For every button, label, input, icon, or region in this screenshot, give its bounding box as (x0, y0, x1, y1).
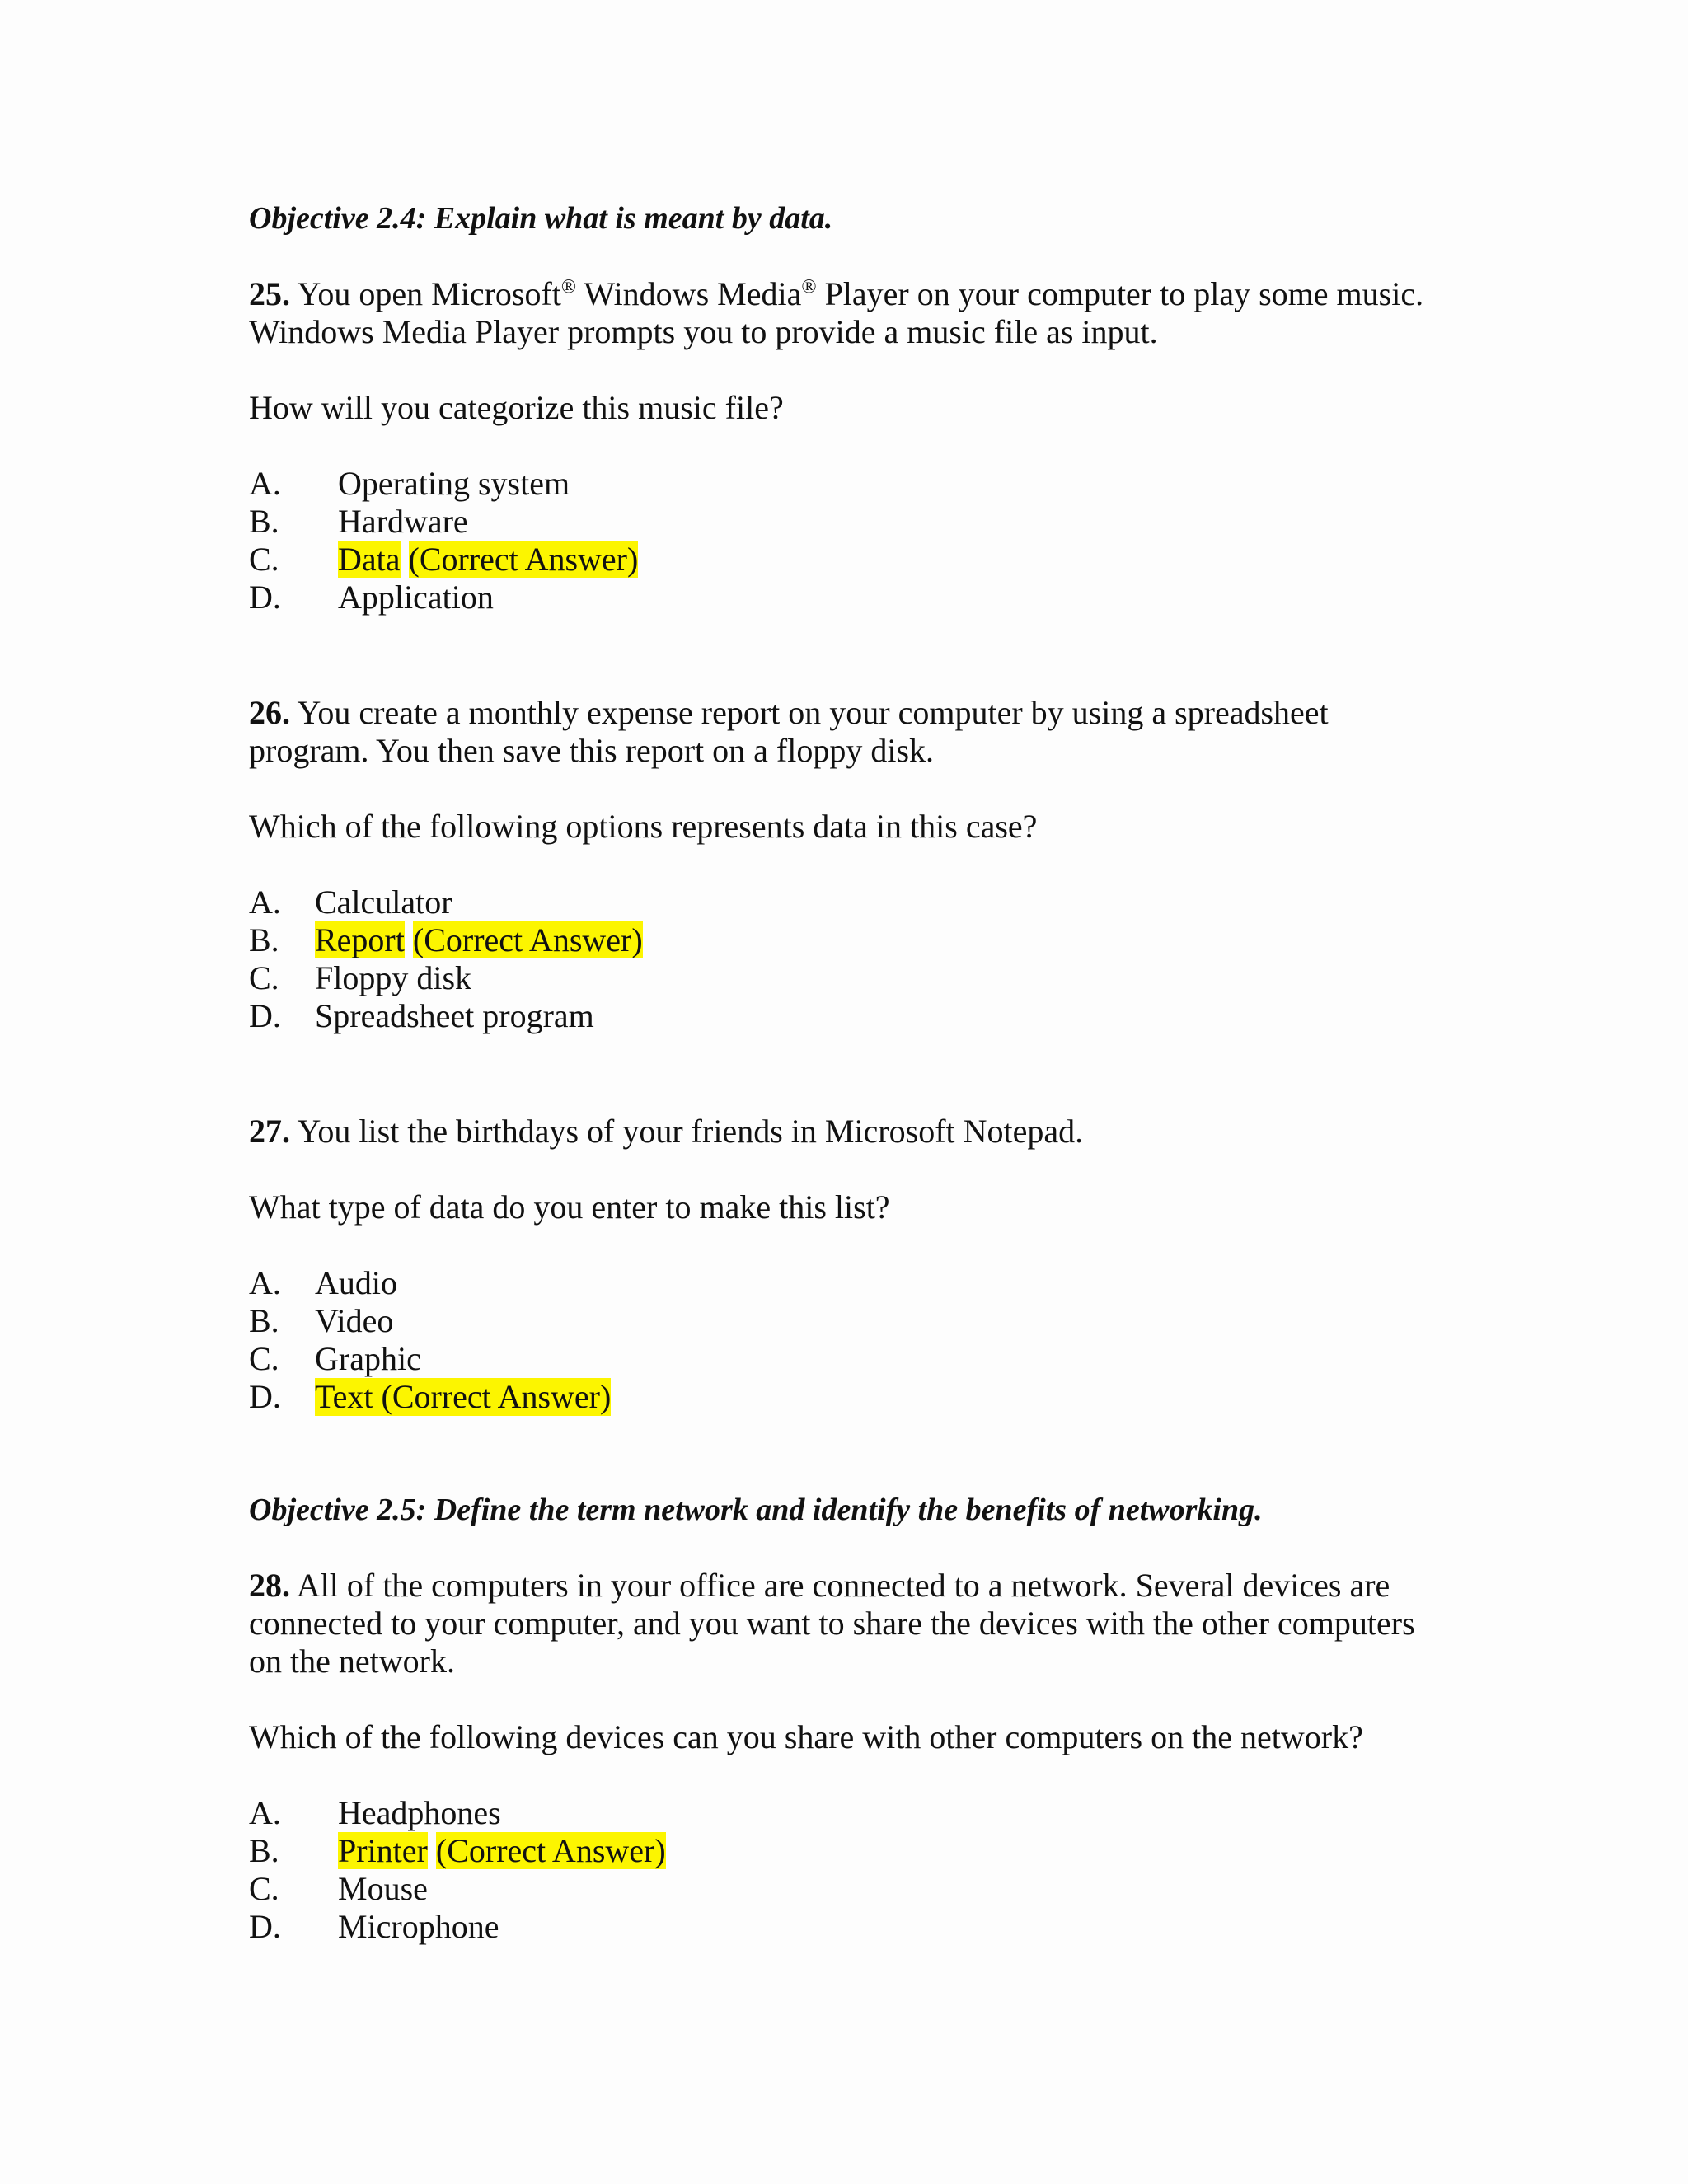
stem-text: You create a monthly expense report on your computer by using a spreadsheet (297, 694, 1329, 731)
options-list (249, 883, 1329, 1035)
highlighted-answer: Report (315, 921, 405, 958)
option-text: Floppy disk (315, 959, 472, 996)
option-letter: A. (249, 465, 281, 502)
option-text: Video (315, 1302, 394, 1339)
option-text (338, 1832, 666, 1870)
answer-option (249, 1302, 1083, 1340)
stem-text: Player on your computer to play some music. (816, 275, 1424, 312)
objective-heading: Objective 2.5: Define the term network and identify the benefits of networking. (249, 1493, 1263, 1527)
option-letter: B. (249, 1832, 279, 1869)
option-letter: A. (249, 883, 281, 921)
option-letter: C. (249, 1870, 279, 1907)
option-text: Operating system (338, 465, 570, 502)
option-letter: A. (249, 1794, 281, 1831)
answer-option (249, 883, 1329, 921)
question-27 (249, 1113, 1083, 1416)
option-letter: C. (249, 541, 279, 578)
question-stem-line (249, 694, 1329, 732)
option-text: Audio (315, 1264, 397, 1301)
registered-mark: ® (801, 276, 817, 298)
option-letter: C. (249, 959, 279, 996)
question-25 (249, 275, 1423, 616)
answer-option-correct (249, 1378, 1083, 1416)
correct-answer-note: (Correct Answer) (412, 921, 643, 958)
option-letter: D. (249, 579, 281, 616)
answer-option (249, 1870, 1415, 1908)
highlighted-answer: Printer (338, 1832, 428, 1869)
answer-option (249, 503, 1423, 541)
answer-option (249, 959, 1329, 997)
option-text: Hardware (338, 503, 468, 540)
options-list (249, 1264, 1083, 1416)
option-text: Application (338, 579, 494, 616)
option-text: Calculator (315, 883, 452, 921)
option-letter: D. (249, 1908, 281, 1945)
answer-option-correct (249, 921, 1329, 959)
option-text (338, 541, 638, 579)
option-text (315, 921, 643, 959)
question-prompt: What type of data do you enter to make this list? (249, 1188, 890, 1226)
question-28 (249, 1567, 1415, 1946)
answer-option (249, 1264, 1083, 1302)
correct-answer-note: (Correct Answer) (408, 541, 639, 578)
option-letter: C. (249, 1340, 279, 1377)
registered-mark: ® (560, 276, 577, 298)
question-prompt: How will you categorize this music file? (249, 389, 784, 426)
answer-option (249, 465, 1423, 503)
question-stem-line (249, 1113, 1083, 1151)
answer-option (249, 1908, 1415, 1946)
stem-text: You open Microsoft (297, 275, 561, 312)
option-letter: B. (249, 921, 279, 958)
question-stem-line: Windows Media Player prompts you to provide a music file as input. (249, 313, 1158, 350)
question-prompt: Which of the following devices can you share with other computers on the network? (249, 1718, 1363, 1755)
option-text: Mouse (338, 1870, 428, 1907)
question-prompt: Which of the following options represents data in this case? (249, 808, 1038, 845)
question-stem-line: connected to your computer, and you want to share the devices with the other computers (249, 1605, 1415, 1642)
question-stem-line (249, 1567, 1415, 1605)
highlighted-answer: Data (338, 541, 401, 578)
option-letter: A. (249, 1264, 281, 1301)
question-number: 28. (249, 1567, 290, 1604)
highlighted-answer: Text (Correct Answer) (315, 1378, 612, 1415)
options-list (249, 465, 1423, 616)
stem-text: All of the computers in your office are connected to a network. Several devices are (296, 1567, 1390, 1604)
question-stem-line: program. You then save this report on a floppy disk. (249, 732, 935, 769)
stem-text: You list the birthdays of your friends in Microsoft Notepad. (297, 1113, 1084, 1150)
answer-option-correct (249, 1832, 1415, 1870)
question-number: 26. (249, 694, 290, 731)
question-number: 27. (249, 1113, 290, 1150)
objective-heading: Objective 2.4: Explain what is meant by data. (249, 201, 833, 236)
option-text: Spreadsheet program (315, 997, 594, 1034)
option-text: Headphones (338, 1794, 501, 1831)
question-26 (249, 694, 1329, 1035)
option-text: Graphic (315, 1340, 421, 1377)
question-stem-line (249, 275, 1423, 313)
option-letter: B. (249, 503, 279, 540)
option-letter: D. (249, 997, 281, 1034)
question-number: 25. (249, 275, 290, 312)
option-letter: B. (249, 1302, 279, 1339)
stem-text: Windows Media (576, 275, 802, 312)
question-stem-line: on the network. (249, 1643, 455, 1680)
option-letter: D. (249, 1378, 281, 1415)
option-text: Microphone (338, 1908, 499, 1945)
answer-option (249, 1794, 1415, 1832)
answer-option (249, 579, 1423, 616)
answer-option (249, 997, 1329, 1035)
answer-option-correct (249, 541, 1423, 579)
correct-answer-note: (Correct Answer) (435, 1832, 666, 1869)
answer-option (249, 1340, 1083, 1378)
options-list (249, 1794, 1415, 1946)
